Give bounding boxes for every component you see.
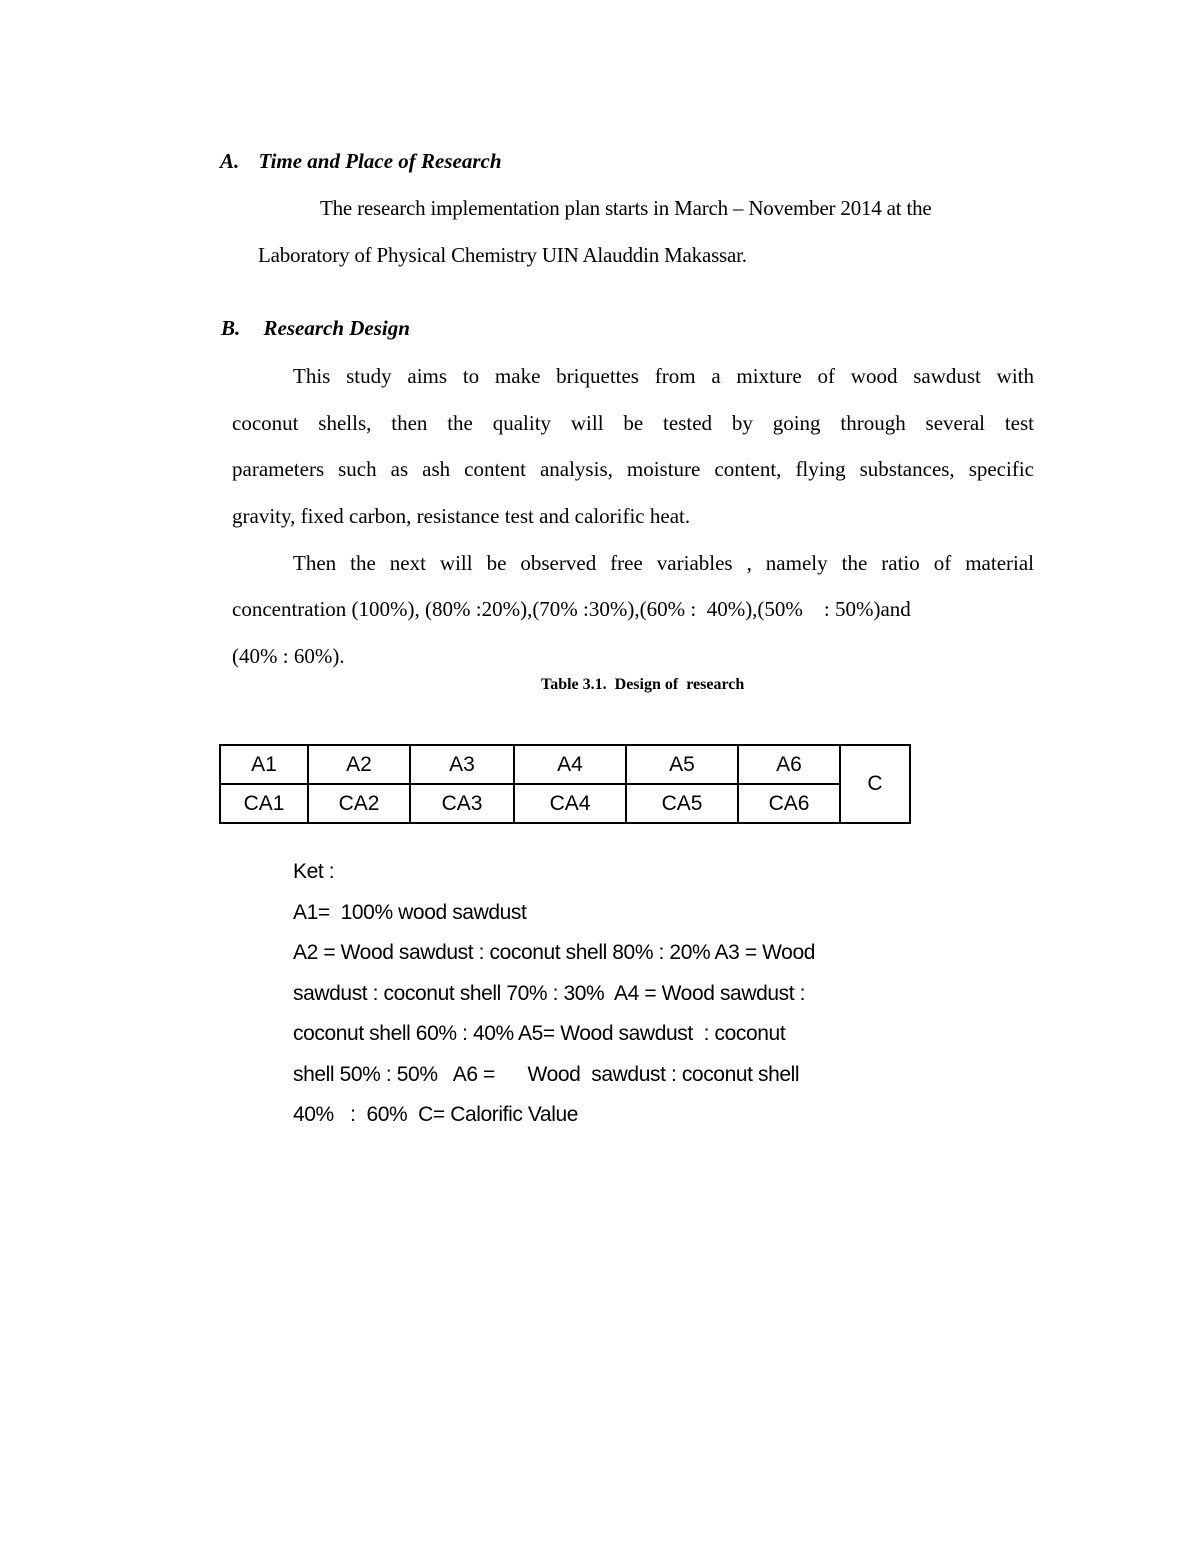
table-cell: CA2 <box>308 784 410 823</box>
table-cell: CA5 <box>626 784 738 823</box>
table-cell: CA1 <box>220 784 308 823</box>
table-cell: A4 <box>514 745 626 784</box>
section-a-title: Time and Place of Research <box>258 149 502 173</box>
legend-line: A2 = Wood sawdust : coconut shell 80% : 20% A3 = Wood <box>293 941 816 964</box>
section-a-heading <box>220 149 502 174</box>
table-cell: A2 <box>308 745 410 784</box>
table-cell: A3 <box>410 745 514 784</box>
table-row <box>220 784 910 823</box>
paragraph-2-line-2: concentration (100%), (80% :20%),(70% :30%),(60% : 40%),(50% : 50%)and <box>232 597 911 621</box>
table-cell: A6 <box>738 745 840 784</box>
section-a-line-1: The research implementation plan starts in March – November 2014 at the <box>320 196 932 220</box>
table-cell: CA3 <box>410 784 514 823</box>
section-a-marker: A. <box>220 149 240 173</box>
paragraph-1-line-1: This study aims to make briquettes from a mixture of wood sawdust with <box>293 364 1034 388</box>
table-row <box>220 745 910 784</box>
table-cell: A1 <box>220 745 308 784</box>
paragraph-2-line-3: (40% : 60%). <box>232 644 345 668</box>
section-b-title: Research Design <box>263 316 410 340</box>
paragraph-2-line-1: Then the next will be observed free variables , namely the ratio of material <box>293 551 1034 575</box>
legend-line: sawdust : coconut shell 70% : 30% A4 = Wood sawdust : <box>293 982 806 1005</box>
paragraph-1-line-2: coconut shells, then the quality will be tested by going through several test <box>232 411 1034 435</box>
legend-title: Ket : <box>293 860 335 883</box>
design-table <box>219 744 911 824</box>
section-a-line-2: Laboratory of Physical Chemistry UIN Alauddin Makassar. <box>258 243 747 267</box>
legend-line: shell 50% : 50% A6 = Wood sawdust : coconut shell <box>293 1063 800 1086</box>
section-b-heading <box>221 316 410 341</box>
legend-line: A1= 100% wood sawdust <box>293 901 527 924</box>
section-b-marker: B. <box>221 316 241 340</box>
legend-line: 40% : 60% C= Calorific Value <box>293 1103 579 1126</box>
table-cell: CA6 <box>738 784 840 823</box>
table-cell: CA4 <box>514 784 626 823</box>
table-cell: A5 <box>626 745 738 784</box>
table-caption: Table 3.1. Design of research <box>541 676 745 693</box>
legend-line: coconut shell 60% : 40% A5= Wood sawdust : coconut <box>293 1022 786 1045</box>
table-cell-c: C <box>840 745 910 823</box>
paragraph-1-line-4: gravity, fixed carbon, resistance test and calorific heat. <box>232 504 691 528</box>
paragraph-1-line-3: parameters such as ash content analysis, moisture content, flying substances, specific <box>232 457 1034 481</box>
